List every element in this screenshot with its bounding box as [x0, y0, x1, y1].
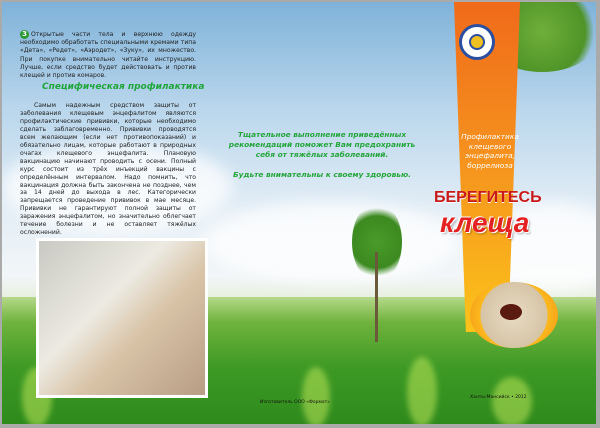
cover-title: БЕРЕГИТЕСЬ: [434, 189, 542, 206]
cover-title-tick: клеща: [440, 207, 530, 238]
brochure-page: [2, 2, 596, 424]
tick-image: [470, 282, 558, 348]
vaccination-photo: [36, 238, 208, 398]
institution-logo: [459, 24, 495, 60]
section-heading: Специфическая профилактика: [42, 82, 205, 92]
body-paragraph: Самым надежным средством защиты от заболевания клещевым энцефалитом являются профилактические прививки, которые необходимо сделать заблаговременно. Прививки проводятся всем желающим (если нет противопоказаний) и обязательно лицам, которые работают в природных очагах клещевого энцефалита. Плановую вакцинацию начинают проводить с осени. Полный курс состоит из трёх инъекций вакцины с определённым интервалом. Надо помнить, что вакцинация должна быть закончена не позднее, чем за 14 дней до выхода в лес. Категорически запрещается проведение прививок в мае месяце. Прививки не гарантируют полной защиты от заражения энцефалитом, но значительно облегчает течение болезни и не оставляет тяжёлых осложнений.: [20, 102, 196, 237]
cloud: [202, 202, 462, 282]
step-paragraph: [20, 30, 196, 80]
tree-trunk: [375, 252, 378, 342]
recommendation-line: Тщательное выполнение приведённых рекомендаций поможет Вам предохранить себя от тяжёлых заболеваний.: [228, 130, 416, 159]
health-line: Будьте внимательны к своему здоровью.: [233, 170, 411, 179]
cover-subtitle: Профилактика клещевого энцефалита, боррелиоза: [461, 132, 519, 170]
publisher-text: Изготовитель ООО «Формат»: [260, 400, 330, 405]
recommendation-text: [227, 130, 417, 180]
place-year: Ханты-Мансийск • 2012: [470, 395, 527, 400]
step-number-badge: 3: [20, 30, 29, 39]
step-text: Открытые части тела и верхнюю одежду необходимо обработать специальными кремами типа «Дета», «Редет», «Аэродет», «Зуку», их множество. При покупке внимательно читайте инструкцию. Лучше, если средство будет действовать и против клещей и против комаров.: [20, 31, 196, 80]
